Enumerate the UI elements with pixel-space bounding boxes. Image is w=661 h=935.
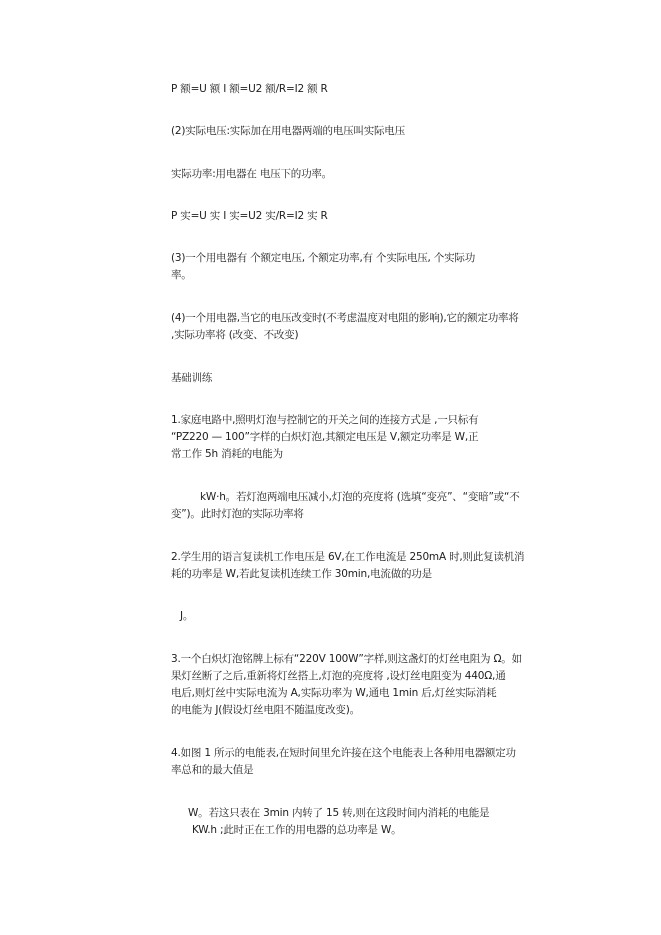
- point-4-line-1: (4)一个用电器,当它的电压改变时(不考虑温度对电阻的影响),它的额定功率将: [171, 312, 519, 324]
- section-heading: 基础训练: [171, 372, 213, 384]
- q2-line-2: 耗的功率是 W,若此复读机连续工作 30min,电流做的功是: [171, 568, 432, 580]
- q3-line-4: 的电能为 J(假设灯丝电阻不随温度改变)。: [171, 704, 360, 716]
- q1-cont-line-1: kW·h。若灯泡两端电压减小,灯泡的亮度将 (选填“变亮”、“变暗”或“不: [200, 491, 520, 503]
- q4-line-2: 率总和的最大值是: [171, 764, 254, 776]
- q4-cont-line-2: KW.h ;此时正在工作的用电器的总功率是 W。: [192, 824, 402, 836]
- point-3-line-1: (3)一个用电器有 个额定电压, 个额定功率,有 个实际电压, 个实际功: [171, 252, 476, 264]
- formula-actual-power: P 实=U 实 I 实=U2 实/R=I2 实 R: [171, 210, 328, 222]
- q1-line-2: “PZ220 — 100”字样的白炽灯泡,其额定电压是 V,额定功率是 W,正: [171, 431, 479, 443]
- q3-line-1: 3.一个白炽灯泡铭牌上标有“220V 100W”字样,则这盏灯的灯丝电阻为 Ω。如: [171, 653, 522, 665]
- q4-cont-line-1: W。若这只表在 3min 内转了 15 转,则在这段时间内消耗的电能是: [188, 807, 490, 819]
- point-4-line-2: ,实际功率将 (改变、不改变): [171, 329, 299, 341]
- point-3-line-2: 率。: [171, 269, 192, 281]
- q1-line-3: 常工作 5h 消耗的电能为: [171, 448, 283, 460]
- q1-cont-line-2: 变”)。此时灯泡的实际功率将: [171, 508, 304, 520]
- actual-power-definition: 实际功率:用电器在 电压下的功率。: [171, 168, 332, 180]
- formula-rated-power: P 额=U 额 I 额=U2 额/R=I2 额 R: [171, 83, 328, 95]
- actual-voltage-definition: (2)实际电压:实际加在用电器两端的电压叫实际电压: [171, 125, 405, 137]
- q2-line-1: 2.学生用的语言复读机工作电压是 6V,在工作电流是 250mA 时,则此复读机消: [171, 551, 525, 563]
- q4-line-1: 4.如图 1 所示的电能表,在短时间里允许接在这个电能表上各种用电器额定功: [171, 747, 516, 759]
- q2-cont-line-1: J。: [180, 610, 194, 622]
- q1-line-1: 1.家庭电路中,照明灯泡与控制它的开关之间的连接方式是 ,一只标有: [171, 414, 479, 426]
- q3-line-2: 果灯丝断了之后,重新将灯丝搭上,灯泡的亮度将 ,设灯丝电阻变为 440Ω,通: [171, 670, 506, 682]
- q3-line-3: 电后,则灯丝中实际电流为 A,实际功率为 W,通电 1min 后,灯丝实际消耗: [171, 687, 497, 699]
